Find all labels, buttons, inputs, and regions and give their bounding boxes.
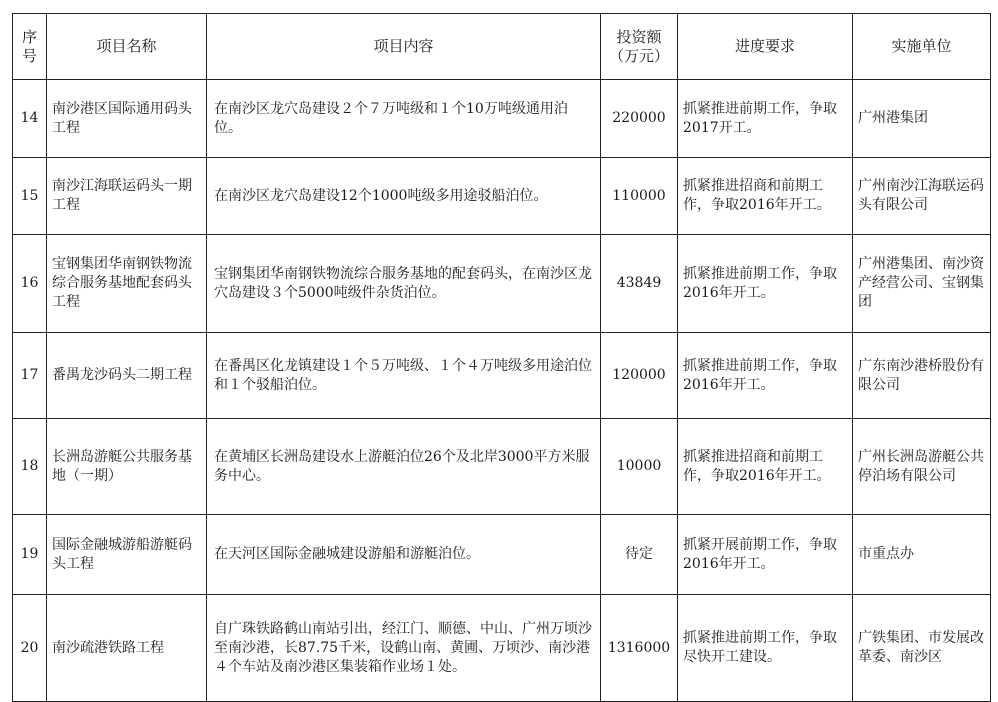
cell-project-content: 在南沙区龙穴岛建设２个７万吨级和１个10万吨级通用泊位。 [207,80,601,158]
header-project-content: 项目内容 [207,14,601,80]
cell-unit: 广州港集团 [853,80,991,158]
cell-unit: 广州南沙江海联运码头有限公司 [853,158,991,235]
table-row [13,595,991,702]
table-row [13,80,991,158]
cell-progress: 抓紧推进招商和前期工作，争取2016年开工。 [678,419,853,515]
cell-investment: 待定 [601,515,678,595]
cell-project-content: 在天河区国际金融城建设游船和游艇泊位。 [207,515,601,595]
cell-seq: 20 [13,595,47,702]
cell-progress: 抓紧推进前期工作，争取2016年开工。 [678,333,853,419]
cell-project-name: 国际金融城游船游艇码头工程 [47,515,207,595]
header-investment-line1: 投资额 [616,27,662,46]
header-project-name: 项目名称 [47,14,207,80]
cell-seq: 17 [13,333,47,419]
header-progress: 进度要求 [678,14,853,80]
table-row [13,158,991,235]
cell-project-name: 番禺龙沙码头二期工程 [47,333,207,419]
cell-progress: 抓紧开展前期工作，争取2016年开工。 [678,515,853,595]
cell-progress: 抓紧推进招商和前期工作，争取2016年开工。 [678,158,853,235]
cell-project-content: 自广珠铁路鹤山南站引出，经江门、顺德、中山、广州万顷沙至南沙港，长87.75千米，设鹤山南、黄圃、万顷沙、南沙港４个车站及南沙港区集装箱作业场１处。 [207,595,601,702]
table-header [13,14,991,80]
cell-unit: 市重点办 [853,515,991,595]
cell-unit: 广州长洲岛游艇公共停泊场有限公司 [853,419,991,515]
header-investment-line2: （万元） [608,46,669,65]
header-investment [601,14,678,80]
table-body [13,80,991,702]
cell-investment: 110000 [601,158,678,235]
cell-project-content: 在黄埔区长洲岛建设水上游艇泊位26个及北岸3000平方米服务中心。 [207,419,601,515]
cell-project-name: 长洲岛游艇公共服务基地（一期） [47,419,207,515]
cell-progress: 抓紧推进前期工作，争取2017开工。 [678,80,853,158]
cell-unit: 广东南沙港桥股份有限公司 [853,333,991,419]
cell-seq: 19 [13,515,47,595]
header-unit: 实施单位 [853,14,991,80]
cell-project-name: 宝钢集团华南钢铁物流综合服务基地配套码头工程 [47,235,207,333]
cell-unit: 广铁集团、市发展改革委、南沙区 [853,595,991,702]
cell-investment: 10000 [601,419,678,515]
cell-project-name: 南沙江海联运码头一期工程 [47,158,207,235]
cell-project-content: 在番禺区化龙镇建设１个５万吨级、１个４万吨级多用途泊位和１个驳船泊位。 [207,333,601,419]
cell-seq: 16 [13,235,47,333]
header-row [13,14,991,80]
cell-progress: 抓紧推进前期工作，争取2016年开工。 [678,235,853,333]
cell-investment: 1316000 [601,595,678,702]
cell-investment: 220000 [601,80,678,158]
table-row [13,515,991,595]
table-row [13,333,991,419]
table-row [13,235,991,333]
header-seq: 序号 [13,14,47,80]
cell-project-content: 在南沙区龙穴岛建设12个1000吨级多用途驳船泊位。 [207,158,601,235]
cell-project-name: 南沙港区国际通用码头工程 [47,80,207,158]
project-table [12,13,991,702]
cell-investment: 120000 [601,333,678,419]
cell-project-name: 南沙疏港铁路工程 [47,595,207,702]
table-row [13,419,991,515]
cell-investment: 43849 [601,235,678,333]
cell-seq: 14 [13,80,47,158]
cell-unit: 广州港集团、南沙资产经营公司、宝钢集团 [853,235,991,333]
cell-project-content: 宝钢集团华南钢铁物流综合服务基地的配套码头，在南沙区龙穴岛建设３个5000吨级件杂货泊位。 [207,235,601,333]
cell-progress: 抓紧推进前期工作，争取尽快开工建设。 [678,595,853,702]
cell-seq: 15 [13,158,47,235]
project-table-page [12,13,990,681]
cell-seq: 18 [13,419,47,515]
